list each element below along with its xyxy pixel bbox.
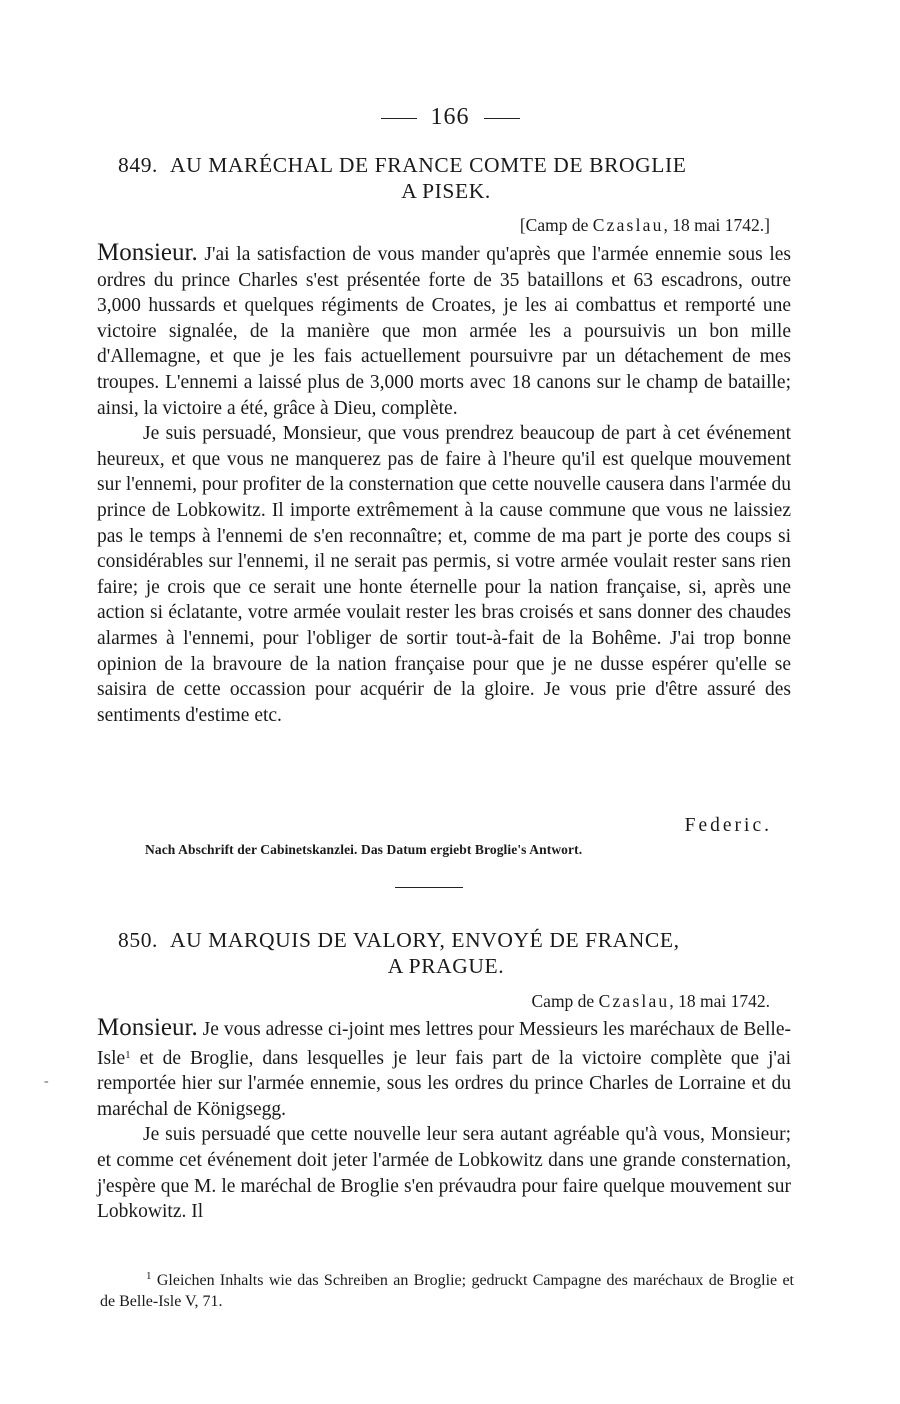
footnote-marker: 1: [125, 1048, 131, 1061]
margin-mark: -: [44, 1074, 49, 1089]
title-line2: A PRAGUE.: [387, 954, 505, 978]
paragraph: [97, 1015, 791, 1122]
letter-850-title: [118, 927, 774, 979]
letter-849-body: [97, 240, 791, 728]
title-line1: AU MARQUIS DE VALORY, ENVOYÉ DE FRANCE,: [169, 928, 680, 952]
paragraph: Je suis persuadé que cette nouvelle leur sera autant agréable qu'à vous, Monsieur; et comme cet événement doit jeter l'armée de Lobkowitz dans une grande consternation, j'espère que M. le maréchal de Broglie s'en prévaudra pour faire quelque mouvement sur Lobkowitz. Il: [97, 1124, 791, 1223]
letter-850-body: [97, 1015, 791, 1225]
salutation: Monsieur.: [97, 1014, 198, 1041]
paragraph-text: et de Broglie, dans lesquelles je leur fais part de la victoire complète que j'ai remportée hier sur l'armée ennemie, sous les ordres du prince Charles de Lorraine et du maréchal de Königsegg.: [97, 1047, 791, 1120]
footnote-text: Gleichen Inhalts wie das Schreiben an Broglie; gedruckt Campagne des maréchaux de Broglie et de Belle-Isle V, 71.: [100, 1272, 794, 1310]
title-line1: AU MARÉCHAL DE FRANCE COMTE DE BROGLIE: [169, 153, 687, 177]
dateline-pre: [Camp de: [519, 215, 593, 235]
letter-850-dateline: [532, 991, 771, 1012]
paragraph-text: J'ai la satisfaction de vous mander qu'après que l'armée ennemie sous les ordres du prince Charles s'est présentée forte de 35 bataillons et 63 escadrons, outre 3,000 hussards et quelques régiments de Croates, je les ai combattus et remporté une victoire signalée, de la manière que mon armée les a poursuivis un bon mille d'Allemagne, et que je les fais actuellement poursuivre par un détachement de mes troupes. L'ennemi a laissé plus de 3,000 morts avec 18 canons sur le champ de bataille; ainsi, la victoire a été, grâce à Dieu, complète.: [97, 244, 792, 419]
letter-849-title: [118, 152, 774, 204]
page-number-text: 166: [430, 104, 470, 130]
dateline-pre: Camp de: [531, 991, 599, 1011]
salutation: Monsieur.: [97, 239, 198, 266]
signature: Federic.: [684, 815, 772, 836]
letter-number: 850.: [118, 928, 159, 952]
dateline-place: Czaslau: [592, 215, 664, 235]
title-line2: A PISEK.: [401, 179, 491, 203]
dateline-place: Czaslau: [598, 991, 670, 1011]
footnote-number: 1: [146, 1270, 152, 1282]
footnote: [100, 1266, 794, 1312]
separator-line: [395, 887, 463, 888]
source-note: Nach Abschrift der Cabinetskanzlei. Das Datum ergiebt Broglie's Antwort.: [145, 842, 583, 857]
letter-number: 849.: [118, 153, 159, 177]
left-dash: [381, 118, 417, 119]
dateline-post: , 18 mai 1742.]: [663, 215, 770, 235]
page-number: [0, 104, 900, 131]
right-dash: [484, 118, 520, 119]
paragraph: Je suis persuadé, Monsieur, que vous prendrez beaucoup de part à cet événement heureux, et que vous ne manquerez pas de faire à l'heure qu'il est quelque mouvement sur l'ennemi, pour profiter de la consternation que cette nouvelle causera dans l'armée du prince de Lobkowitz. Il importe extrêmement à la cause commune que vous ne laissiez pas le temps à l'ennemi de s'en reconnaître; et, comme de ma part je porte des coups si considérables sur l'ennemi, il ne serait pas permis, si votre armée voulait rester sans rien faire; je crois que ce serait une honte éternelle pour la nation française, si, après une action si éclatante, votre armée voulait rester les bras croisés et sans donner des chaudes alarmes à l'ennemi, pour l'obliger de sortir tout-à-fait de la Bohême. J'ai trop bonne opinion de la bravoure de la nation française pour que je ne dusse espérer qu'elle se saisira de cette occassion pour acquérir de la gloire. Je vous prie d'être assuré des sentiments d'estime etc.: [97, 423, 791, 726]
letter-849-dateline: [520, 215, 770, 236]
paragraph-text: Je vous adresse ci-joint mes lettres pour Messieurs les maréchaux de Belle-Isle: [97, 1019, 791, 1069]
paragraph: [97, 240, 791, 421]
dateline-post: , 18 mai 1742.: [669, 991, 770, 1011]
